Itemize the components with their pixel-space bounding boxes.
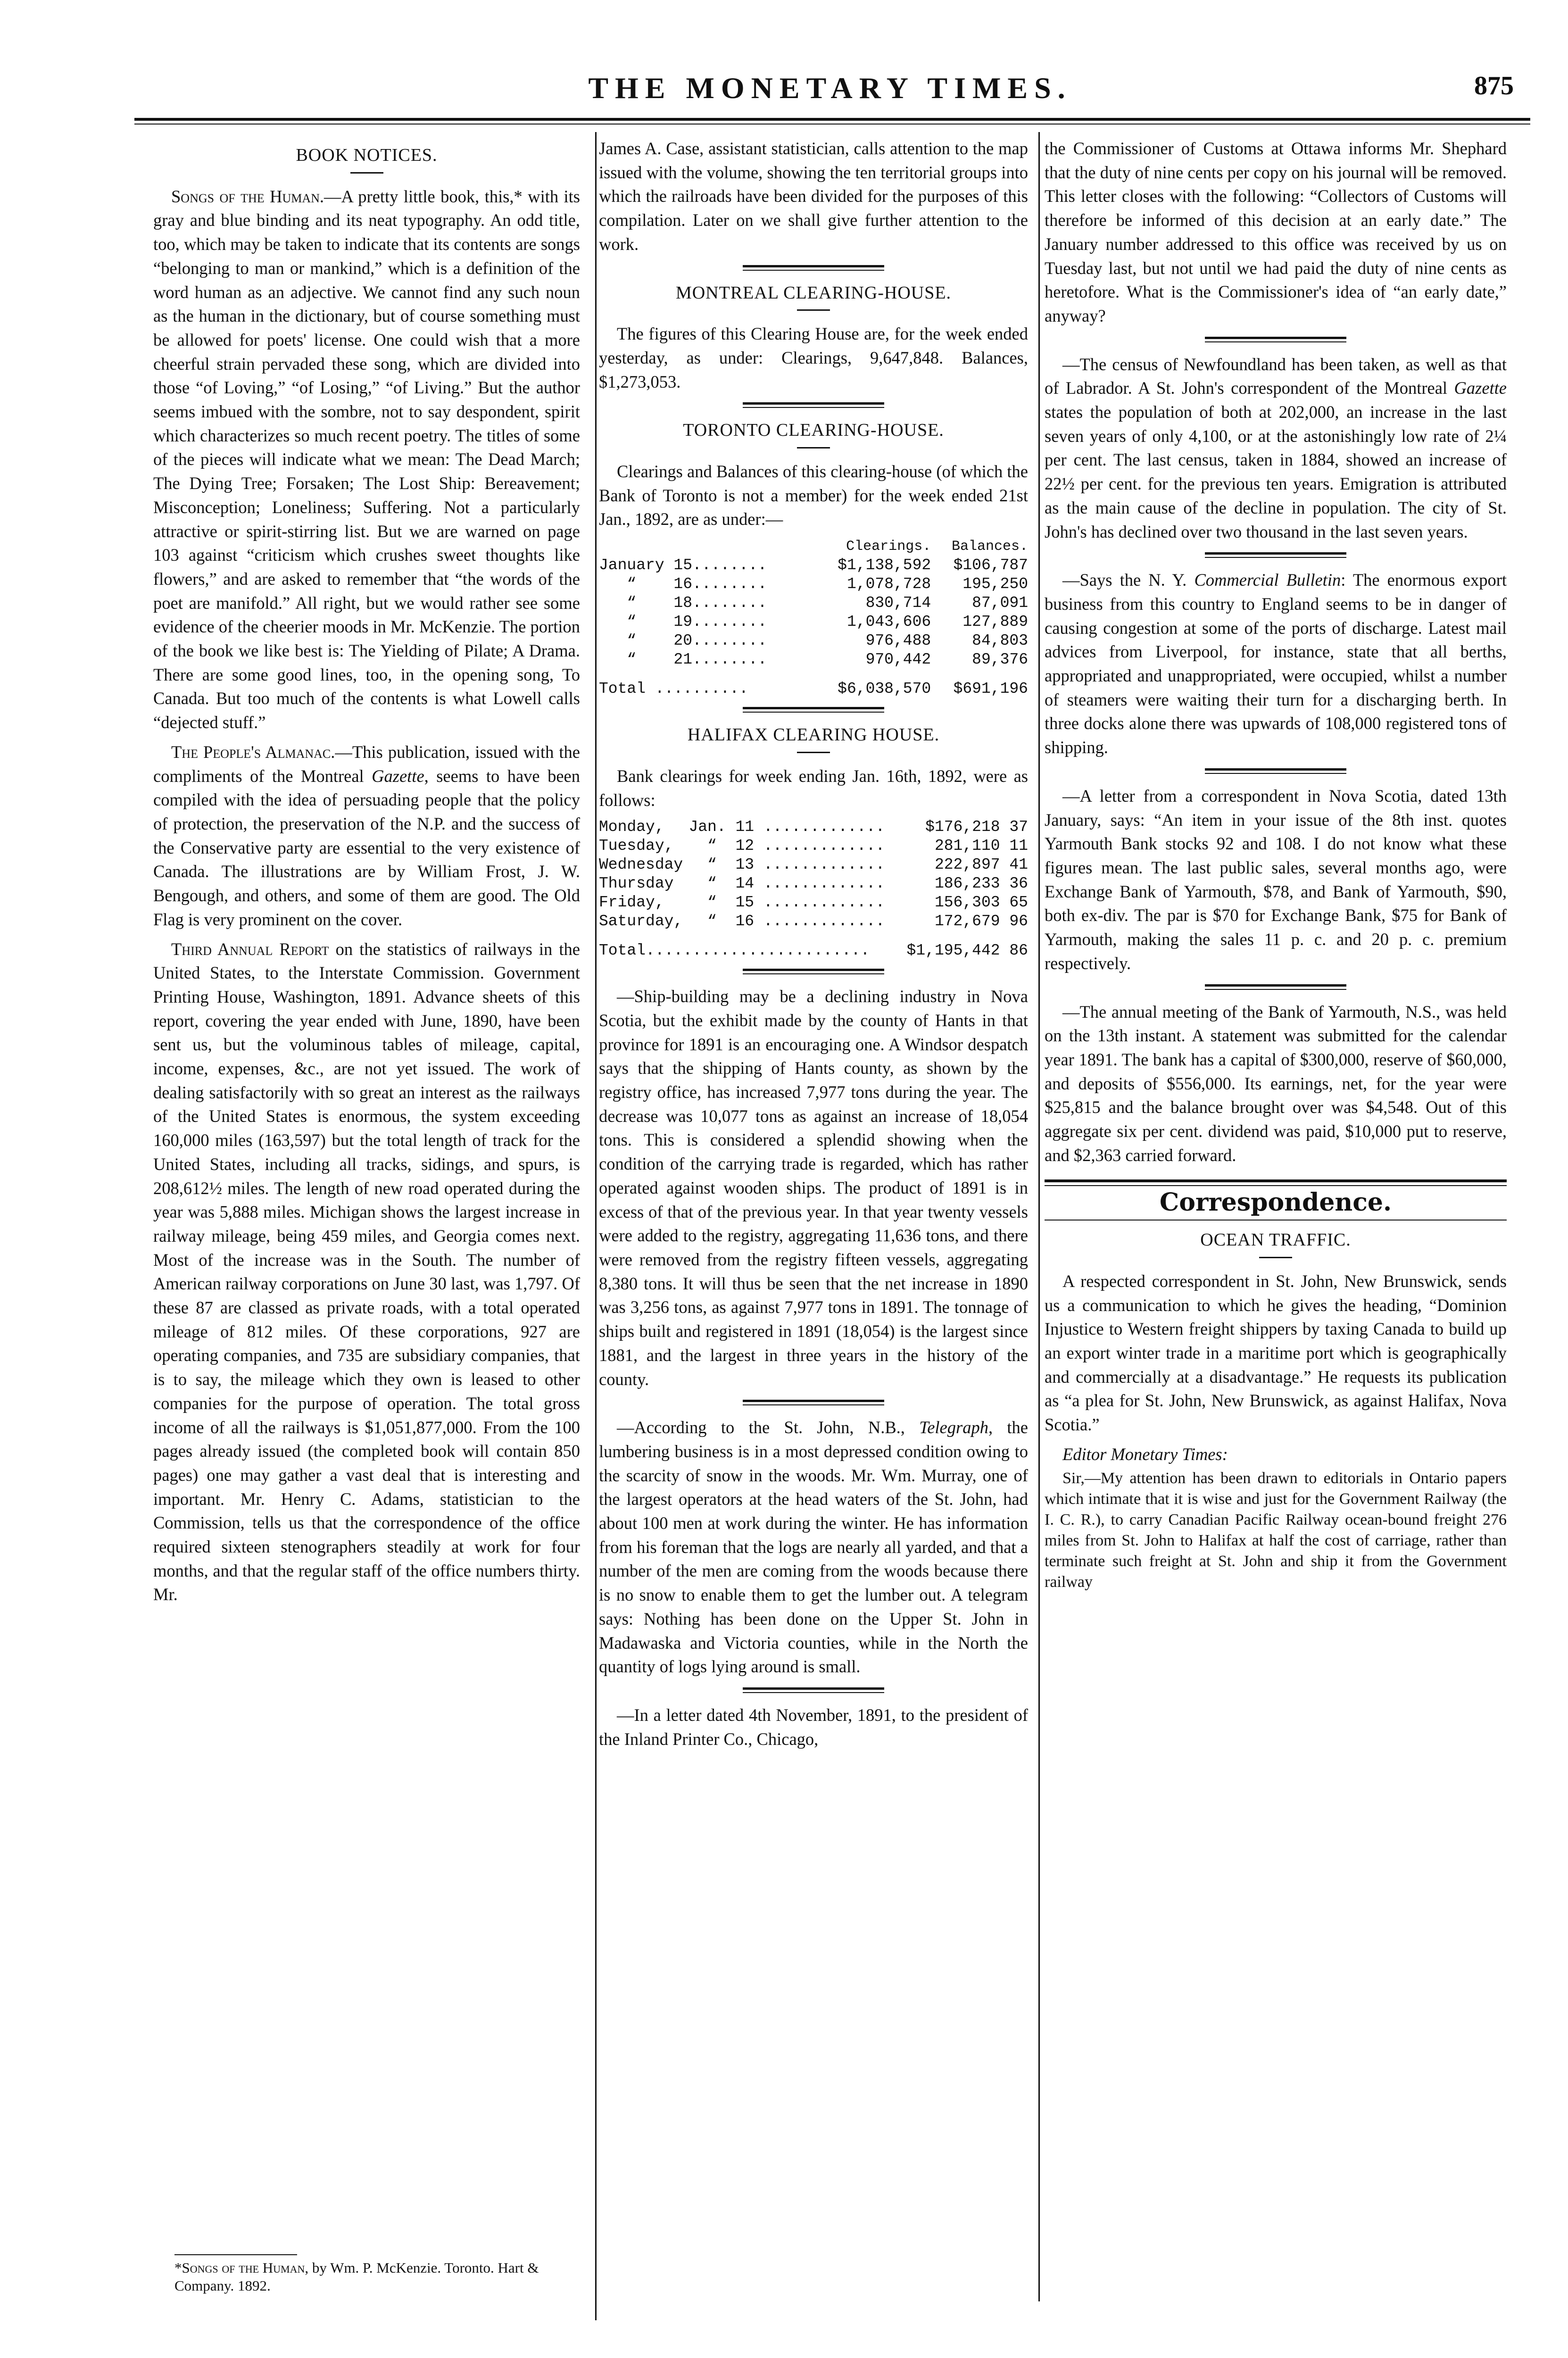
section-double-rule (1205, 337, 1346, 342)
column-2 (599, 137, 1028, 1757)
table-header-row (599, 537, 1028, 556)
table-row: January 15........ $1,138,592 $106,787 (599, 556, 1028, 574)
table-row: Thursday “ 14 ............. 186,233 36 (599, 875, 1028, 893)
lumbering-paragraph: —According to the St. John, N.B., Telegraph, the lumbering business is in a most depressed condition owing to the scarcity of snow in the woods. Mr. Wm. Murray, one of the largest operators at the head waters of the St. John, had about 100 men at work during the winter. He has information from his foreman that the logs are nearly all yarded, and that a number of the men are coming from the woods because there is no snow to enable them to get the lumber out. A telegram says: Nothing has been done on the Upper St. John in Madawaska and Victoria counties, while in the North the quantity of logs lying around is small. (599, 1418, 1028, 1677)
column-1 (153, 137, 580, 1612)
section-double-rule (743, 1400, 884, 1405)
montreal-clearing-text: The figures of this Clearing House are, for the week ended yesterday, as under: Clearings, 9,647,848. Balances, $1,273,053. (599, 324, 1028, 391)
correspondence-rule-bottom (1045, 1220, 1507, 1221)
ocean-traffic-heading: OCEAN TRAFFIC. (1200, 1230, 1351, 1250)
heading-dash (797, 447, 830, 448)
table-row: Saturday, “ 16 ............. 172,679 96 (599, 913, 1028, 930)
correspondence-rule (1045, 1179, 1507, 1182)
table-row: Friday, “ 15 ............. 156,303 65 (599, 894, 1028, 912)
notice-lead: Third Annual Report (171, 939, 329, 959)
nova-scotia-letter-paragraph: —A letter from a correspondent in Nova Scotia, dated 13th January, says: “An item in your issue of the 8th inst. quotes Yarmouth Bank stocks 92 and 108. I do not know what these figures mean. The last public sales, several months ago, were Exchange Bank of Yarmouth, $78, and Bank of Yarmouth, $90, both ex-div. The par is $70 for Exchange Bank, $75 for Bank of Yarmouth, making the sales 11 p. c. and 20 p. c. premium respectively. (1045, 786, 1507, 973)
heading-dash (1259, 1257, 1292, 1258)
section-double-rule (743, 265, 884, 271)
heading-dash (797, 752, 830, 753)
section-double-rule (1205, 552, 1346, 558)
table-row: “ 20........ 976,488 84,803 (599, 632, 1028, 650)
newspaper-title: THE MONETARY TIMES. (588, 71, 1072, 105)
table-row: Monday, Jan. 11 ............. $176,218 37 (599, 818, 1028, 836)
peoples-almanac-notice: The People's Almanac.—This publication, issued with the compliments of the Montreal Gazette, seems to have been compiled with the idea of persuading people that the policy of protection, the preservation of the N.P. and the success of the Conservative party are essential to the very existence of Canada. The illustrations are by William Frost, J. W. Bengough, and others, and some of them are good. The Old Flag is very prominent on the cover. (153, 742, 580, 929)
songs-of-the-human-notice: Songs of the Human.—A pretty little book, this,* with its gray and blue binding and its neat typography. An odd title, too, which may be taken to indicate that its contents are songs “belonging to man or mankind,” which is a definition of the word human as an adjective. We cannot find any such noun as the human in the dictionary, but of course something must be allowed for poets' license. One could wish that a more cheerful strain pervaded these song, which are divided into those “of Loving,” “of Losing,” “of Living.” But the author seems imbued with the sombre, not to say despondent, spirit which characterizes so much recent poetry. The titles of some of the pieces will indicate what we mean: The Dead March; The Dying Tree; Forsaken; The Lost Ship: Bereavement; Misconception; Loneliness; Suffering. Not a particularly attractive or spirit-stirring list. But we are warned on page 103 against “criticism which crushes sweet thoughts like flowers,” and are asked to remember that “the words of the poet are manifold.” All right, but we would rather see some evidence of the cheerier moods in Mr. McKenzie. The portion of the book we like best is: The Yielding of Pilate; A Drama. There are some good lines, too, in the opening song, To Canada. But too much of the contents is what Lowell calls “dejected stuff.” (153, 186, 580, 732)
column-header: Balances. (951, 539, 1028, 555)
notice-lead: The People's Almanac. (171, 742, 335, 762)
column-3 (1045, 137, 1507, 1598)
page-number: 875 (1474, 71, 1514, 100)
correspondence-heading: Correspondence. (1159, 1188, 1392, 1217)
ocean-traffic-intro: A respected correspondent in St. John, New Brunswick, sends us a communication to which he gives the heading, “Dominion Injustice to Western freight shippers by taxing Canada to build up an export winter trade in a maritime port which is geographically and commercially at a disadvantage.” He requests its publication as “a plea for St. John, New Brunswick, as against Halifax, Nova Scotia.” (1045, 1271, 1507, 1435)
montreal-clearing-heading: MONTREAL CLEARING-HOUSE. (675, 282, 952, 303)
customs-paragraph: the Commissioner of Customs at Ottawa informs Mr. Shephard that the duty of nine cents per copy on his journal will be removed. This letter closes with the following: “Collectors of Customs will therefore be informed of this decision at an early date.” The January number addressed to this office was received by us on Tuesday last, but not until we had paid the duty of nine cents as heretofore. What is the Commissioner's idea of “an early date,” anyway? (1045, 139, 1507, 325)
section-double-rule (743, 969, 884, 974)
table-row: “ 16........ 1,078,728 195,250 (599, 575, 1028, 593)
footnote-rule (174, 2254, 297, 2255)
shipbuilding-paragraph: —Ship-building may be a declining industry in Nova Scotia, but the exhibit made by the county of Hants in that province for 1891 is an encouraging one. A Windsor despatch says that the shipping of Hants county, as shown by the registry office, has increased 7,977 tons during the year. The decrease was 10,077 tons as against an increase of 18,054 tons. This is considered a splendid showing when the condition of the carrying trade is regarded, which has rather operated against wooden ships. The product of 1891 is in excess of that of the previous year. In that year twenty vessels were added to the registry, aggregating 11,636 tons, and there were removed from the registry fifteen vessels, aggregating 8,380 tons. It will thus be seen that the net increase in 1890 was 3,256 tons, as against 7,977 tons in 1891. The tonnage of ships built and registered in 1891 (18,054) is the largest since 1881, and the largest in three years in the history of the county. (599, 987, 1028, 1389)
letter-paragraph: —In a letter dated 4th November, 1891, to the president of the Inland Printer Co., Chicago, (599, 1705, 1028, 1749)
table-row: “ 19........ 1,043,606 127,889 (599, 613, 1028, 631)
halifax-clearing-table (599, 818, 1028, 960)
section-double-rule (743, 1687, 884, 1693)
table-row: “ 18........ 830,714 87,091 (599, 594, 1028, 612)
heading-dash (797, 309, 830, 311)
halifax-clearing-text: Bank clearings for week ending Jan. 16th, 1892, were as follows: (599, 766, 1028, 810)
correspondence-rule-thin (1045, 1185, 1507, 1186)
halifax-clearing-heading: HALIFAX CLEARING HOUSE. (687, 725, 940, 745)
letter-body: Sir,—My attention has been drawn to editorials in Ontario papers which intimate that it is wise and just for the Government Railway (the I. C. R.), to carry Canadian Pacific Railway ocean-bound freight 276 miles from St. John to Halifax at half the cost of carriage, rather than terminate such freight at St. John and ship it from the Government railway (1045, 1470, 1507, 1591)
heading-dash (350, 172, 383, 174)
bank-of-yarmouth-paragraph: —The annual meeting of the Bank of Yarmouth, N.S., was held on the 13th instant. A statement was submitted for the calendar year 1891. The bank has a capital of $300,000, reserve of $60,000, and deposits of $556,000. Its earnings, net, for the year were $25,815 and the balance brought over was $4,548. Out of this aggregate six per cent. dividend was paid, $10,000 put to reserve, and $2,363 carried forward. (1045, 1002, 1507, 1165)
section-double-rule (1205, 768, 1346, 774)
table-row: “ 21........ 970,442 89,376 (599, 651, 1028, 669)
commercial-bulletin-paragraph: —Says the N. Y. Commercial Bulletin: The enormous export business from this country to England seems to be in danger of causing congestion at some of the ports of discharge. Latest mail advices from Liverpool, for instance, state that all berths, appropriated and unappropriated, were occupied, whilst a number of steamers were waiting their turn for a discharging berth. In three docks alone there was upwards of 108,000 registered tons of shipping. (1045, 570, 1507, 757)
toronto-clearing-table (599, 537, 1028, 698)
case-paragraph: James A. Case, assistant statistician, calls attention to the map issued with the volume, showing the ten territorial groups into which the railroads have been divided for the purposes of this compilation. Later on we shall give further attention to the work. (599, 139, 1028, 254)
toronto-clearing-text: Clearings and Balances of this clearing-house (of which the Bank of Toronto is not a member) for the week ended 21st Jan., 1892, are as under:— (599, 462, 1028, 529)
editor-address: Editor Monetary Times: (1062, 1444, 1228, 1464)
masthead-rule-thick (134, 118, 1530, 121)
section-double-rule (1205, 984, 1346, 990)
table-row: Wednesday “ 13 ............. 222,897 41 (599, 856, 1028, 874)
masthead (132, 71, 1528, 108)
toronto-clearing-heading: TORONTO CLEARING-HOUSE. (683, 420, 944, 440)
table-total-row: Total........................ $1,195,442 86 (599, 942, 1028, 960)
masthead-rule-thin (134, 124, 1530, 125)
column-divider-1 (595, 132, 597, 2320)
section-double-rule (743, 707, 884, 713)
census-paragraph: —The census of Newfoundland has been taken, as well as that of Labrador. A St. John's correspondent of the Montreal Gazette states the population of both at 202,000, an increase in the last seven years of only 4,100, or at the astonishingly low rate of 2¼ per cent. The last census, taken in 1884, showed an increase of 22½ per cent. for the previous ten years. Emigration is attributed as the main cause of the decline in population. The city of St. John's has declined over two thousand in the last seven years. (1045, 354, 1507, 541)
column-header: Clearings. (846, 539, 931, 555)
section-double-rule (743, 402, 884, 408)
book-notices-heading: BOOK NOTICES. (296, 145, 438, 165)
notice-lead: Songs of the Human. (171, 186, 324, 206)
column-divider-2 (1038, 132, 1040, 2301)
annual-report-notice: Third Annual Report on the statistics of railways in the United States, to the Interstate Commission. Government Printing House, Washington, 1891. Advance sheets of this report, covering the year ended with June, 1890, have been sent us, but the voluminous tables of mileage, capital, income, expenses, &c., are not yet issued. The work of dealing satisfactorily with so great an interest as the railways of the United States is enormous, the system exceeding 160,000 miles (163,597) but the total length of track for the United States, including all tracks, sidings, and spurs, is 208,612½ miles. The length of new road operated during the year was 5,888 miles. Michigan shows the largest increase in railway mileage, being 459 miles, and Georgia comes next. Most of the increase was in the South. The number of American railway corporations on June 30 last, was 1,797. Of these 87 are classed as private roads, with a total operated mileage of 812 miles. Of these corporations, 927 are operating companies, and 735 are subsidiary companies, that is to say, the mileage which they own is leased to other companies for the purpose of operation. The total gross income of all the railways is $1,051,877,000. From the 100 pages already issued (the completed book will contain 850 pages) one may gather a vast deal that is interesting and important. Mr. Henry C. Adams, statistician to the Commission, tells us that the correspondence of the office required sixteen stenographers steadily at work for four months, and that the regular staff of the office numbers thirty. Mr. (153, 939, 580, 1604)
footnote: *Songs of the Human, by Wm. P. McKenzie. Toronto. Hart & Company. 1892. (174, 2259, 539, 2294)
table-total-row: Total .......... $6,038,570 $691,196 (599, 680, 1028, 698)
table-row: Tuesday, “ 12 ............. 281,110 11 (599, 837, 1028, 855)
